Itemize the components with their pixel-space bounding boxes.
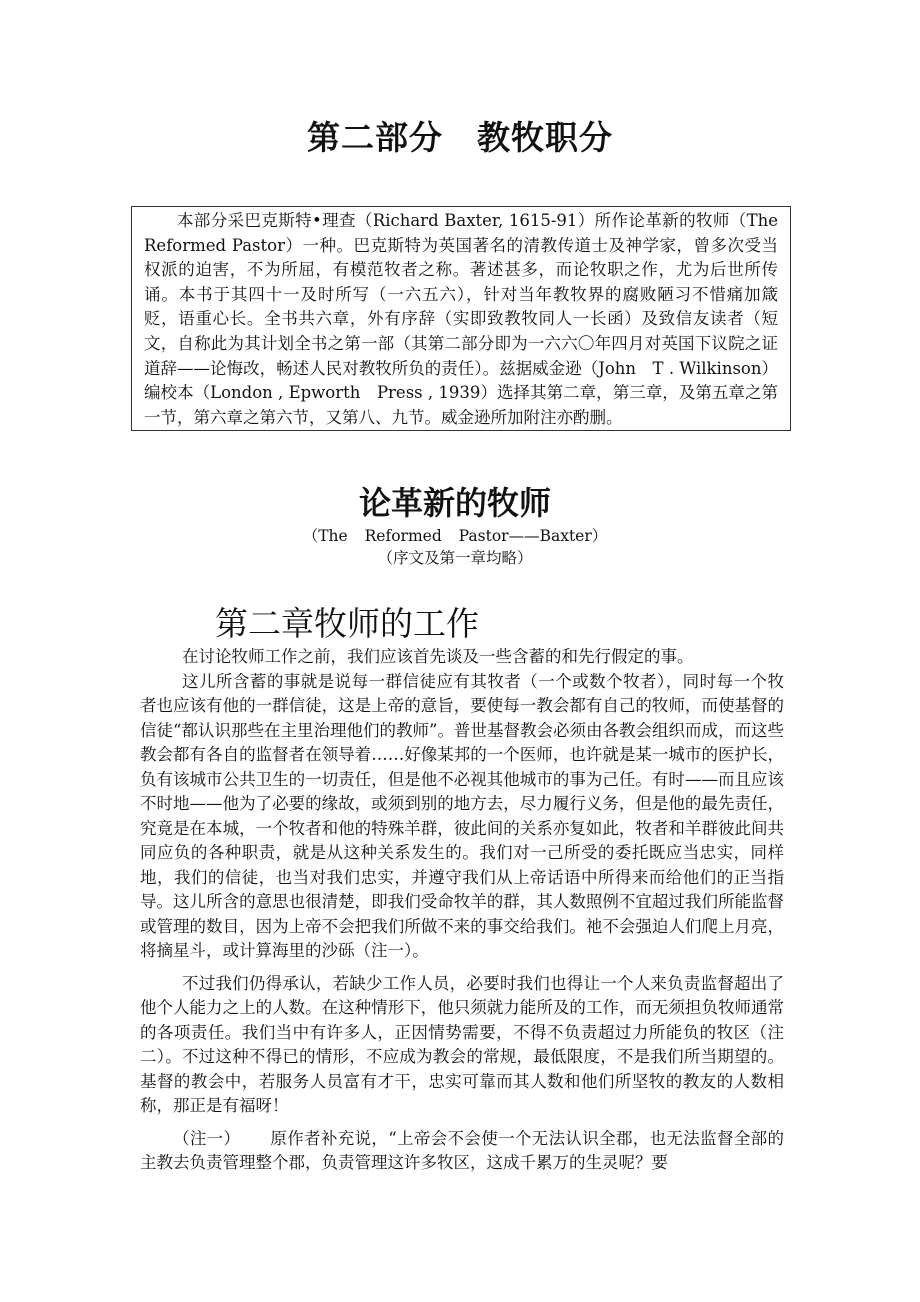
paragraph: 不过我们仍得承认，若缺少工作人员，必要时我们也得让一个人来负责监督超出了他个人能力之上的人数。在这种情形下，他只须就力能所及的工作，而无须担负牧师通常的各项责任。我们当中有许多人，正因情势需要，不得不负责超过力所能负的牧区（注二）。不过这种不得已的情形，不应成为教会的常规，最低限度，不是我们所当期望的。基督的教会中，若服务人员富有才干，忠实可靠而其人数和他们所坚牧的教友的人数相称，那正是有福呀！ xyxy=(140,973,784,1115)
footnote-paragraph xyxy=(140,1127,784,1176)
paragraph: 这儿所含蓄的事就是说每一群信徒应有其牧者（一个或数个牧者），同时每一个牧者也应该有他的一群信徒，这是上帝的意旨，要使每一教会都有自己的牧师，而使基督的信徒“都认识那些在主里治理他们的教师”。普世基督教会必须由各教会组织而成，而这些教会都有各自的监督者在领导着……好像某邦的一个医师，也许就是某一城市的医护长，负有该城市公共卫生的一切责任，但是他不必视其他城市的事为己任。有时——而且应该不时地——他为了必要的缘故，或须到别的地方去，尽力履行义务，但是他的最先责任，究竟是在本城，一个牧者和他的特殊羊群，彼此间的关系亦复如此，牧者和羊群彼此间共同应负的各种职责，就是从这种关系发生的。我们对一己所受的委托既应当忠实，同样地，我们的信徒，也当对我们忠实，并遵守我们从上帝话语中所得来而给他们的正当指导。这儿所含的意思也很清楚，即我们受命牧羊的群，其人数照例不宜超过我们所能监督或管理的数目，因为上帝不会把我们所做不来的事交给我们。祂不会强迫人们爬上月亮，将摘星斗，或计算海里的沙砾（注一）。 xyxy=(140,671,784,960)
paragraph: 在讨论牧师工作之前，我们应该首先谈及一些含蓄的和先行假定的事。 xyxy=(182,647,694,666)
footnote-label: （注一） xyxy=(173,1128,241,1148)
chapter-title: 第二章牧师的工作 xyxy=(215,604,479,643)
footnote-text: 原作者补充说，“上帝会不会使一个无法认识全郡，也无法监督全部的主教去负责管理整个郡，负责管理这许多牧区，这成千累万的生灵呢？要 xyxy=(140,1128,785,1172)
book-subtitle-note: （序文及第一章均略） xyxy=(377,549,533,567)
book-subtitle: （The Reformed Pastor——Baxter） xyxy=(302,527,608,545)
book-title: 论革新的牧师 xyxy=(358,484,551,522)
part-title: 第二部分 教牧职分 xyxy=(307,118,613,157)
chapter-body xyxy=(140,645,784,1176)
intro-box: 本部分采巴克斯特•理查（Richard Baxter, 1615-91）所作论革新的牧师（The Reformed Pastor）一种。巴克斯特为英国著名的清教传道士及神学家，曾多次受当权派的迫害，不为所屈，有模范牧者之称。著述甚多，而论牧职之作，尤为后世所传诵。本书于其四十一及时所写（一六五六），针对当年教牧界的腐败陋习不惜痛加箴贬，语重心长。全书共六章，外有序辞（实即致教牧同人一长函）及致信友读者（短文，自称此为其计划全书之第一部（其第二部分即为一六六〇年四月对英国下议院之证道辞——论悔改，畅述人民对教牧所负的责任）。兹据威金逊（John T . Wilkinson）编校本（London , Epworth Press , 1939）选择其第二章，第三章，及第五章之第一节，第六章之第六节，又第八、九节。威金逊所加附注亦酌删。 xyxy=(131,206,791,431)
